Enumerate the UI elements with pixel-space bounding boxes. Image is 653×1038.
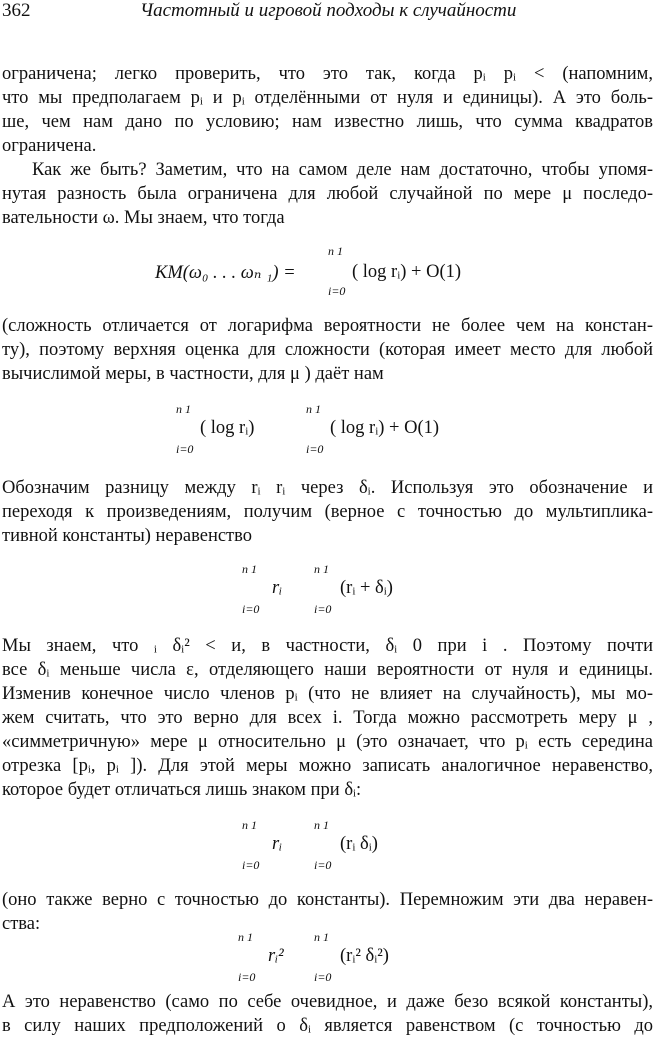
formula-left-side: ( log rᵢ) xyxy=(200,418,255,438)
sum-lower-limit: i=0 xyxy=(176,442,194,456)
formula-rhs: ( log rᵢ) + O(1) xyxy=(352,262,462,282)
text-line: вательности ω. Мы знаем, что тогда xyxy=(2,208,285,228)
sum-upper-limit: n 1 xyxy=(242,818,257,832)
text-line: ограничена; легко проверить, что это так, когда pᵢ pᵢ < (напомним, xyxy=(2,64,653,84)
sum-lower-limit: i=0 xyxy=(314,970,332,984)
formula-lhs: KM(ω₀ . . . ωₙ ₁) = xyxy=(155,263,296,283)
text-line: (сложность отличается от логарифма вероятности не более чем на констан- xyxy=(2,316,653,336)
text-line: все δᵢ меньше числа ε, отделяющего наши вероятности от нуля и единицы. xyxy=(2,660,653,680)
sum-lower-limit: i=0 xyxy=(328,284,346,298)
sum-upper-limit: n 1 xyxy=(238,930,253,944)
text-line: переходя к произведениям, получим (верное с точностью до мультиплика- xyxy=(2,502,653,522)
text-line: «симметричную» мере μ относительно μ (это означает, что pᵢ есть середина xyxy=(2,732,653,752)
text-line: Изменив конечное число членов pᵢ (что не влияет на случайность), мы мо- xyxy=(2,684,653,704)
text-line: отрезка [pᵢ, pᵢ ]). Для этой меры можно записать аналогичное неравенство, xyxy=(2,756,653,776)
text-line: в силу наших предположений о δᵢ является равенством (с точностью до xyxy=(2,1016,653,1036)
running-title: Частотный и игровой подходы к случайности xyxy=(140,0,517,21)
page-number: 362 xyxy=(2,0,31,21)
sum-upper-limit: n 1 xyxy=(176,402,191,416)
page-header xyxy=(0,0,653,24)
sum-upper-limit: n 1 xyxy=(306,402,321,416)
text-line: ше, чем нам дано по условию; нам известно лишь, что сумма квадратов xyxy=(2,112,653,132)
text-line: ограничена. xyxy=(2,136,97,156)
sum-lower-limit: i=0 xyxy=(238,970,256,984)
text-line: нутая разность была ограничена для любой случайной по мере μ последо- xyxy=(2,184,653,204)
formula-right-side: (rᵢ δᵢ) xyxy=(340,834,378,854)
formula-right-side: (rᵢ + δᵢ) xyxy=(340,578,393,598)
formula-left-side: rᵢ xyxy=(272,578,283,598)
sum-upper-limit: n 1 xyxy=(328,244,343,258)
sum-lower-limit: i=0 xyxy=(306,442,324,456)
text-line: А это неравенство (само по себе очевидное, и даже безо всякой константы), xyxy=(2,992,653,1012)
text-line: Обозначим разницу между rᵢ rᵢ через δᵢ. Используя это обозначение и xyxy=(2,478,653,498)
formula-right-side: ( log rᵢ) + O(1) xyxy=(330,418,440,438)
text-line: тивной константы) неравенство xyxy=(2,526,252,546)
formula-left-side: rᵢ² xyxy=(268,946,284,966)
text-line: ства: xyxy=(2,914,41,934)
formula-left-side: rᵢ xyxy=(272,834,283,854)
text-line: вычислимой меры, в частности, для μ ) даёт нам xyxy=(2,364,384,384)
sum-upper-limit: n 1 xyxy=(314,562,329,576)
sum-lower-limit: i=0 xyxy=(242,602,260,616)
text-line: что мы предполагаем pᵢ и pᵢ отделёнными от нуля и единицы). А это боль- xyxy=(2,88,653,108)
formula-right-side: (rᵢ² δᵢ²) xyxy=(340,946,389,966)
sum-upper-limit: n 1 xyxy=(242,562,257,576)
text-line: жем считать, что это верно для всех i. Тогда можно рассмотреть меру μ , xyxy=(2,708,653,728)
text-line: ту), поэтому верхняя оценка для сложности (которая имеет место для любой xyxy=(2,340,653,360)
sum-upper-limit: n 1 xyxy=(314,930,329,944)
sum-upper-limit: n 1 xyxy=(314,818,329,832)
text-line: Мы знаем, что ᵢ δᵢ² < и, в частности, δᵢ 0 при i . Поэтому почти xyxy=(2,636,653,656)
text-line: (оно также верно с точностью до константы). Перемножим эти два неравен- xyxy=(2,890,653,910)
text-line: которое будет отличаться лишь знаком при δᵢ: xyxy=(2,780,362,800)
text-line: Как же быть? Заметим, что на самом деле нам достаточно, чтобы упомя- xyxy=(32,160,653,180)
sum-lower-limit: i=0 xyxy=(314,858,332,872)
sum-lower-limit: i=0 xyxy=(242,858,260,872)
sum-lower-limit: i=0 xyxy=(314,602,332,616)
